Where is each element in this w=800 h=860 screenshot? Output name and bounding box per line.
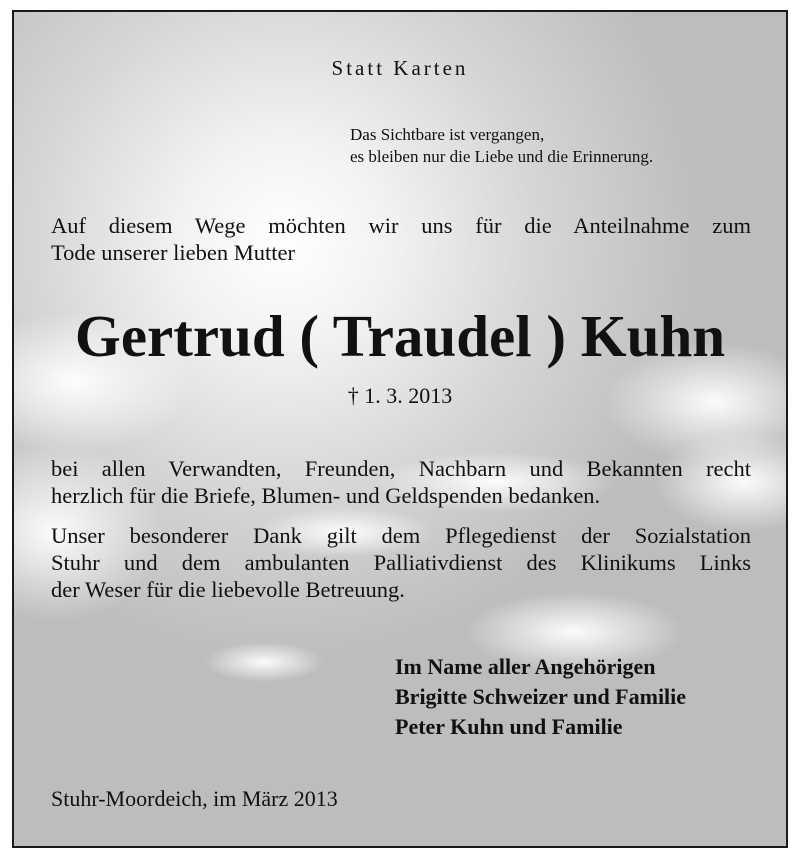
death-date: † 1. 3. 2013 xyxy=(347,383,453,408)
intro-line-1: Auf diesem Wege möchten wir uns für die Anteilnahme zum xyxy=(51,213,751,238)
special-thanks-paragraph xyxy=(51,522,751,603)
quote-line-2: es bleiben nur die Liebe und die Erinnerung. xyxy=(350,147,654,166)
intro-line-2: Tode unserer lieben Mutter xyxy=(51,240,295,265)
signature-line-1: Im Name aller Angehörigen xyxy=(395,654,656,679)
signature-block xyxy=(395,652,686,742)
obituary-notice xyxy=(12,10,788,848)
place-and-date: Stuhr-Moordeich, im März 2013 xyxy=(51,786,338,811)
intro-paragraph xyxy=(51,212,751,266)
header-statt-karten: Statt Karten xyxy=(331,56,469,80)
thanks-paragraph xyxy=(51,455,751,509)
memorial-quote xyxy=(350,124,653,168)
thanks-line-2: herzlich für die Briefe, Blumen- und Geldspenden bedanken. xyxy=(51,483,601,508)
special-thanks-line-2: Stuhr und dem ambulanten Palliativdienst des Klinikums Links xyxy=(51,550,751,575)
thanks-line-1: bei allen Verwandten, Freunden, Nachbarn und Bekannten recht xyxy=(51,456,751,481)
special-thanks-line-3: der Weser für die liebevolle Betreuung. xyxy=(51,577,405,602)
signature-line-3: Peter Kuhn und Familie xyxy=(395,714,623,739)
special-thanks-line-1: Unser besonderer Dank gilt dem Pflegedienst der Sozialstation xyxy=(51,523,751,548)
signature-line-2: Brigitte Schweizer und Familie xyxy=(395,684,687,709)
quote-line-1: Das Sichtbare ist vergangen, xyxy=(350,125,545,144)
deceased-name: Gertrud ( Traudel ) Kuhn xyxy=(74,303,726,369)
